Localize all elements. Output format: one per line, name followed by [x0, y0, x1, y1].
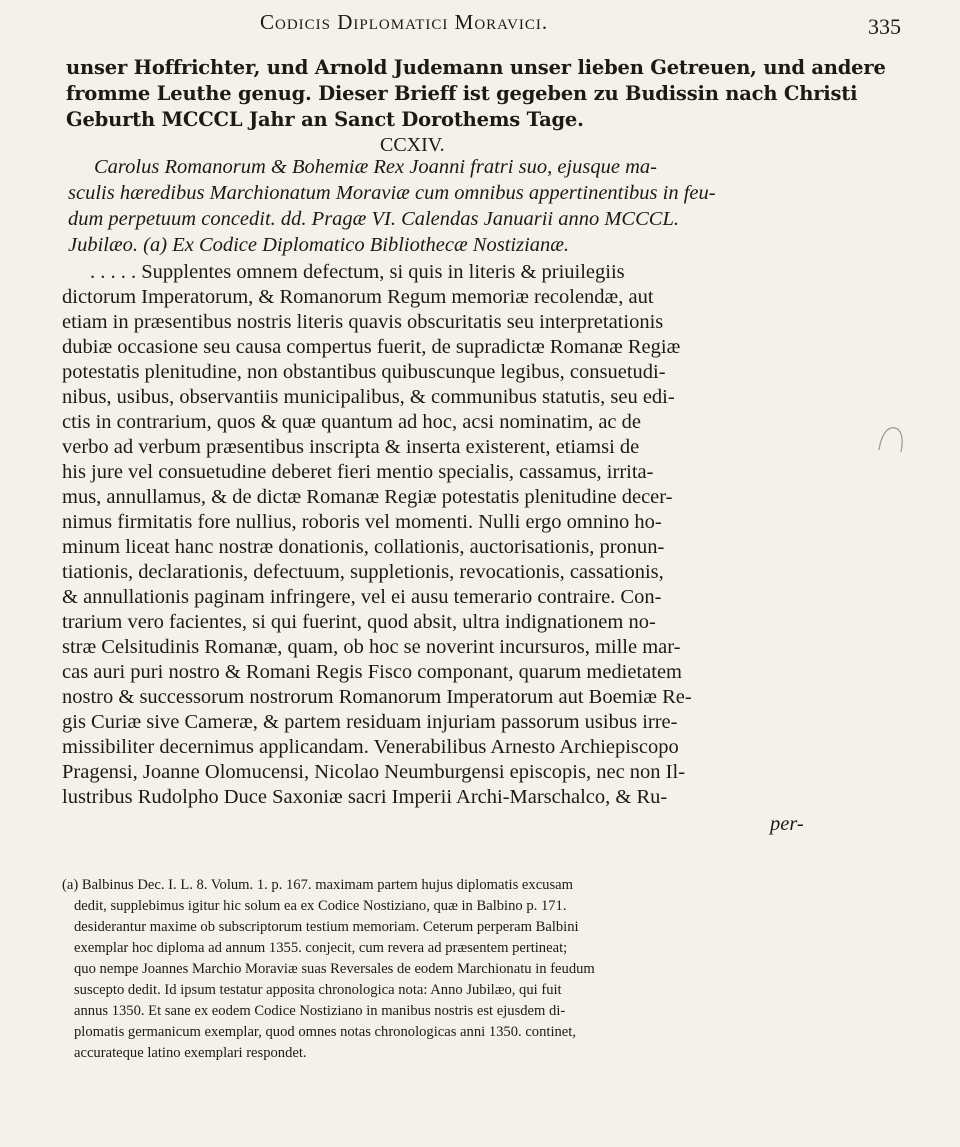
text-line: trarium vero facientes, si qui fuerint, quod absit, ultra indignationem no- [62, 611, 656, 633]
text-line: his jure vel consuetudine deberet fieri mentio specialis, cassamus, irrita- [62, 461, 654, 483]
footnote-line: desiderantur maxime ob subscriptorum testium memoriam. Ceterum perperam Balbini [74, 919, 579, 935]
running-title: Codicis Diplomatici Moravici. [260, 10, 549, 34]
text-line: Pragensi, Joanne Olomucensi, Nicolao Neumburgensi episcopis, nec non Il- [62, 761, 686, 783]
text-line: lustribus Rudolpho Duce Saxoniæ sacri Imperii Archi-Marschalco, & Ru- [62, 786, 668, 808]
page-number: 335 [868, 14, 901, 39]
summary-line: Jubilæo. (a) Ex Codice Diplomatico Bibliothecæ Nostizianæ. [68, 234, 570, 256]
text-line: potestatis plenitudine, non obstantibus quibuscunque legibus, consuetudi- [62, 361, 666, 383]
text-line: missibiliter decernimus applicandam. Venerabilibus Arnesto Archiepiscopo [62, 736, 679, 758]
text-line: . . . . . Supplentes omnem defectum, si quis in literis & priuilegiis [90, 261, 625, 283]
text-line: & annullationis paginam infringere, vel ei ausu temerario contraire. Con- [62, 586, 662, 608]
document-number: CCXIV. [380, 134, 445, 156]
footnote-line: accurateque latino exemplari respondet. [74, 1045, 307, 1061]
text-line: verbo ad verbum præsentibus inscripta & inserta existerent, etiamsi de [62, 436, 640, 458]
text-line: ctis in contrarium, quos & quæ quantum ad hoc, acsi nominatim, ac de [62, 411, 642, 433]
footnote-line: plomatis germanicum exemplar, quod omnes notas chronologicas anni 1350. continet, [74, 1024, 576, 1040]
summary-line: sculis hæredibus Marchionatum Moraviæ cum omnibus appertinentibus in feu- [68, 182, 716, 204]
text-line: tiationis, declarationis, defectuum, suppletionis, revocationis, cassationis, [62, 561, 664, 583]
text-line: dubiæ occasione seu causa compertus fuerit, de supradictæ Romanæ Regiæ [62, 336, 681, 358]
footnote-line: exemplar hoc diploma ad annum 1355. conjecit, cum revera ad præsentem pertineat; [74, 940, 568, 956]
summary-line: Carolus Romanorum & Bohemiæ Rex Joanni fratri suo, ejusque ma- [94, 156, 657, 178]
text-line: stræ Celsitudinis Romanæ, quam, ob hoc se noverint incursuros, mille mar- [62, 636, 681, 658]
text-line: nimus firmitatis fore nullius, roboris vel momenti. Nulli ergo omnino ho- [62, 511, 662, 533]
text-line: minum liceat hanc nostræ donationis, collationis, auctorisationis, pronun- [62, 536, 665, 558]
text-line: etiam in præsentibus nostris literis quavis obscuritatis seu interpretationis [62, 311, 664, 333]
footnote-line: dedit, supplebimus igitur hic solum ea ex Codice Nostiziano, quæ in Balbino p. 171. [74, 898, 567, 914]
german-line: Geburth MCCCL Jahr an Sanct Dorothems Tage. [66, 108, 584, 131]
text-line: nostro & successorum nostrorum Romanorum Imperatorum aut Boemiæ Re- [62, 686, 692, 708]
footnote-line: susceptо dedit. Id ipsum testatur apposita chronologica nota: Anno Jubilæo, qui fuit [74, 982, 562, 998]
german-line: fromme Leuthe genug. Dieser Brieff ist gegeben zu Budissin nach Christi [66, 82, 858, 105]
text-line: gis Curiæ sive Cameræ, & partem residuam injuriam passorum usibus irre- [62, 711, 678, 733]
summary-line: dum perpetuum concedit. dd. Pragæ VI. Calendas Januarii anno MCCCL. [68, 208, 679, 230]
footnote-line: annus 1350. Et sane ex eodem Codice Nostiziano in manibus nostris est ejusdem di- [74, 1003, 566, 1019]
catchword: per- [770, 813, 804, 835]
text-line: cas auri puri nostro & Romani Regis Fisco componant, quarum medietatem [62, 661, 683, 683]
german-line: unser Hoffrichter, und Arnold Judemann unser lieben Getreuen, und andere [66, 56, 886, 79]
margin-ink-mark [873, 418, 913, 458]
footnote-line: (a) Balbinus Dec. I. L. 8. Volum. 1. p. 167. maximam partem hujus diplomatis excusam [62, 877, 573, 893]
footnote-line: quo nempe Joannes Marchio Moraviæ suas Reversales de eodem Marchionatu in feudum [74, 961, 595, 977]
text-line: nibus, usibus, observantiis municipalibus, & communibus statutis, seu edi- [62, 386, 675, 408]
text-line: dictorum Imperatorum, & Romanorum Regum memoriæ recolendæ, aut [62, 286, 654, 308]
running-head [0, 6, 960, 39]
text-line: mus, annullamus, & de dictæ Romanæ Regiæ potestatis plenitudine decer- [62, 486, 673, 508]
